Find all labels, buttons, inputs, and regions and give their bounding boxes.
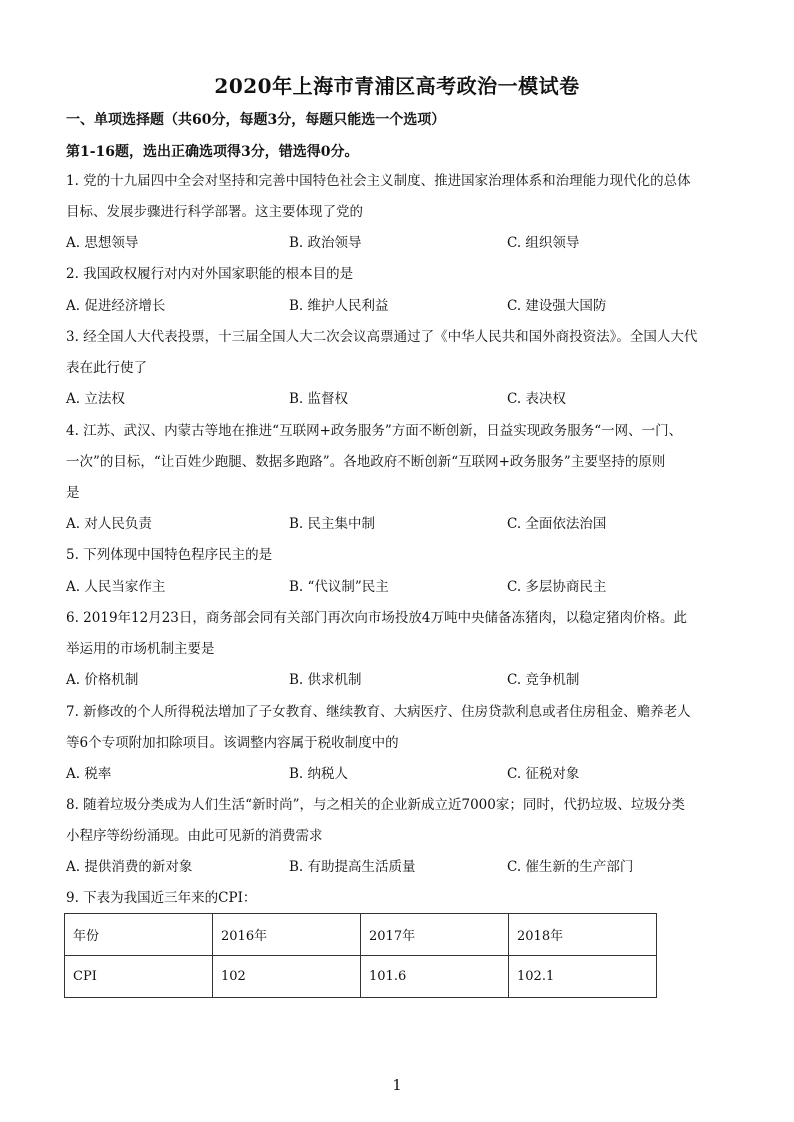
question-text: 目标、发展步骤进行科学部署。这主要体现了党的 [66,204,363,220]
question-text: 7. 新修改的个人所得税法增加了子女教育、继续教育、大病医疗、住房贷款利息或者住房租金、赡养老人 [66,704,691,720]
question-text: 6. 2019年12月23日，商务部会同有关部门再次向市场投放4万吨中央储备冻猪肉，以稳定猪肉价格。此 [66,610,687,626]
table-cell: 2017年 [361,914,509,956]
question-text: 5. 下列体现中国特色程序民主的是 [66,547,273,563]
option-c: C. 竞争机制 [507,672,580,688]
option-a: A. 税率 [66,766,112,782]
table-cell: 102 [213,956,361,998]
table-cell: 101.6 [361,956,509,998]
option-b: B. 维护人民利益 [289,298,389,314]
option-b: B. 民主集中制 [289,516,376,532]
option-b: B. 纳税人 [289,766,349,782]
section-instruction: 第1-16题，选出正确选项得3分，错选得0分。 [66,144,359,160]
option-c: C. 组织领导 [507,235,580,251]
question-text: 3. 经全国人大代表投票，十三届全国人大二次会议高票通过了《中华人民共和国外商投资法》。全国人大代 [66,329,698,345]
option-c: C. 表决权 [507,391,566,407]
table-cell: 年份 [65,914,213,956]
option-a: A. 对人民负责 [66,516,152,532]
option-a: A. 立法权 [66,391,125,407]
option-c: C. 全面依法治国 [507,516,607,532]
table-cell: CPI [65,956,213,998]
option-c: C. 征税对象 [507,766,580,782]
option-c: C. 催生新的生产部门 [507,859,634,875]
cpi-table [64,913,657,998]
option-a: A. 促进经济增长 [66,298,166,314]
option-a: A. 价格机制 [66,672,139,688]
table-cell: 2016年 [213,914,361,956]
option-a: A. 人民当家作主 [66,579,166,595]
question-text: 1. 党的十九届四中全会对坚持和完善中国特色社会主义制度、推进国家治理体系和治理能力现代化的总体 [66,173,691,189]
page-title: 2020年上海市青浦区高考政治一模试卷 [214,74,580,98]
question-text: 9. 下表为我国近三年来的CPI： [66,890,257,906]
table-cell: 102.1 [509,956,657,998]
table-row [65,956,657,998]
option-c: C. 建设强大国防 [507,298,607,314]
table-cell: 2018年 [509,914,657,956]
question-text: 小程序等纷纷涌现。由此可见新的消费需求 [66,828,323,844]
question-text: 一次”的目标，“让百姓少跑腿、数据多跑路”。各地政府不断创新“互联网+政务服务”主要坚持的原则 [66,454,666,470]
option-b: B. 政治领导 [289,235,362,251]
option-a: A. 思想领导 [66,235,139,251]
table-header-row [65,914,657,956]
option-b: B. “代议制”民主 [289,579,389,595]
question-text: 表在此行使了 [66,360,147,376]
question-text: 4. 江苏、武汉、内蒙古等地在推进“互联网+政务服务”方面不断创新，日益实现政务服务“一网、一门、 [66,423,683,439]
question-text: 是 [66,485,80,501]
option-b: B. 监督权 [289,391,349,407]
question-text: 举运用的市场机制主要是 [66,641,215,657]
option-b: B. 供求机制 [289,672,362,688]
page-number: 1 [392,1076,402,1094]
option-c: C. 多层协商民主 [507,579,607,595]
question-text: 2. 我国政权履行对内对外国家职能的根本目的是 [66,266,354,282]
question-text: 8. 随着垃圾分类成为人们生活“新时尚”，与之相关的企业新成立近7000家；同时，代扔垃圾、垃圾分类 [66,797,685,813]
section-heading: 一、单项选择题（共60分，每题3分，每题只能选一个选项） [66,112,446,128]
question-text: 等6个专项附加扣除项目。该调整内容属于税收制度中的 [66,735,399,751]
option-b: B. 有助提高生活质量 [289,859,416,875]
option-a: A. 提供消费的新对象 [66,859,193,875]
